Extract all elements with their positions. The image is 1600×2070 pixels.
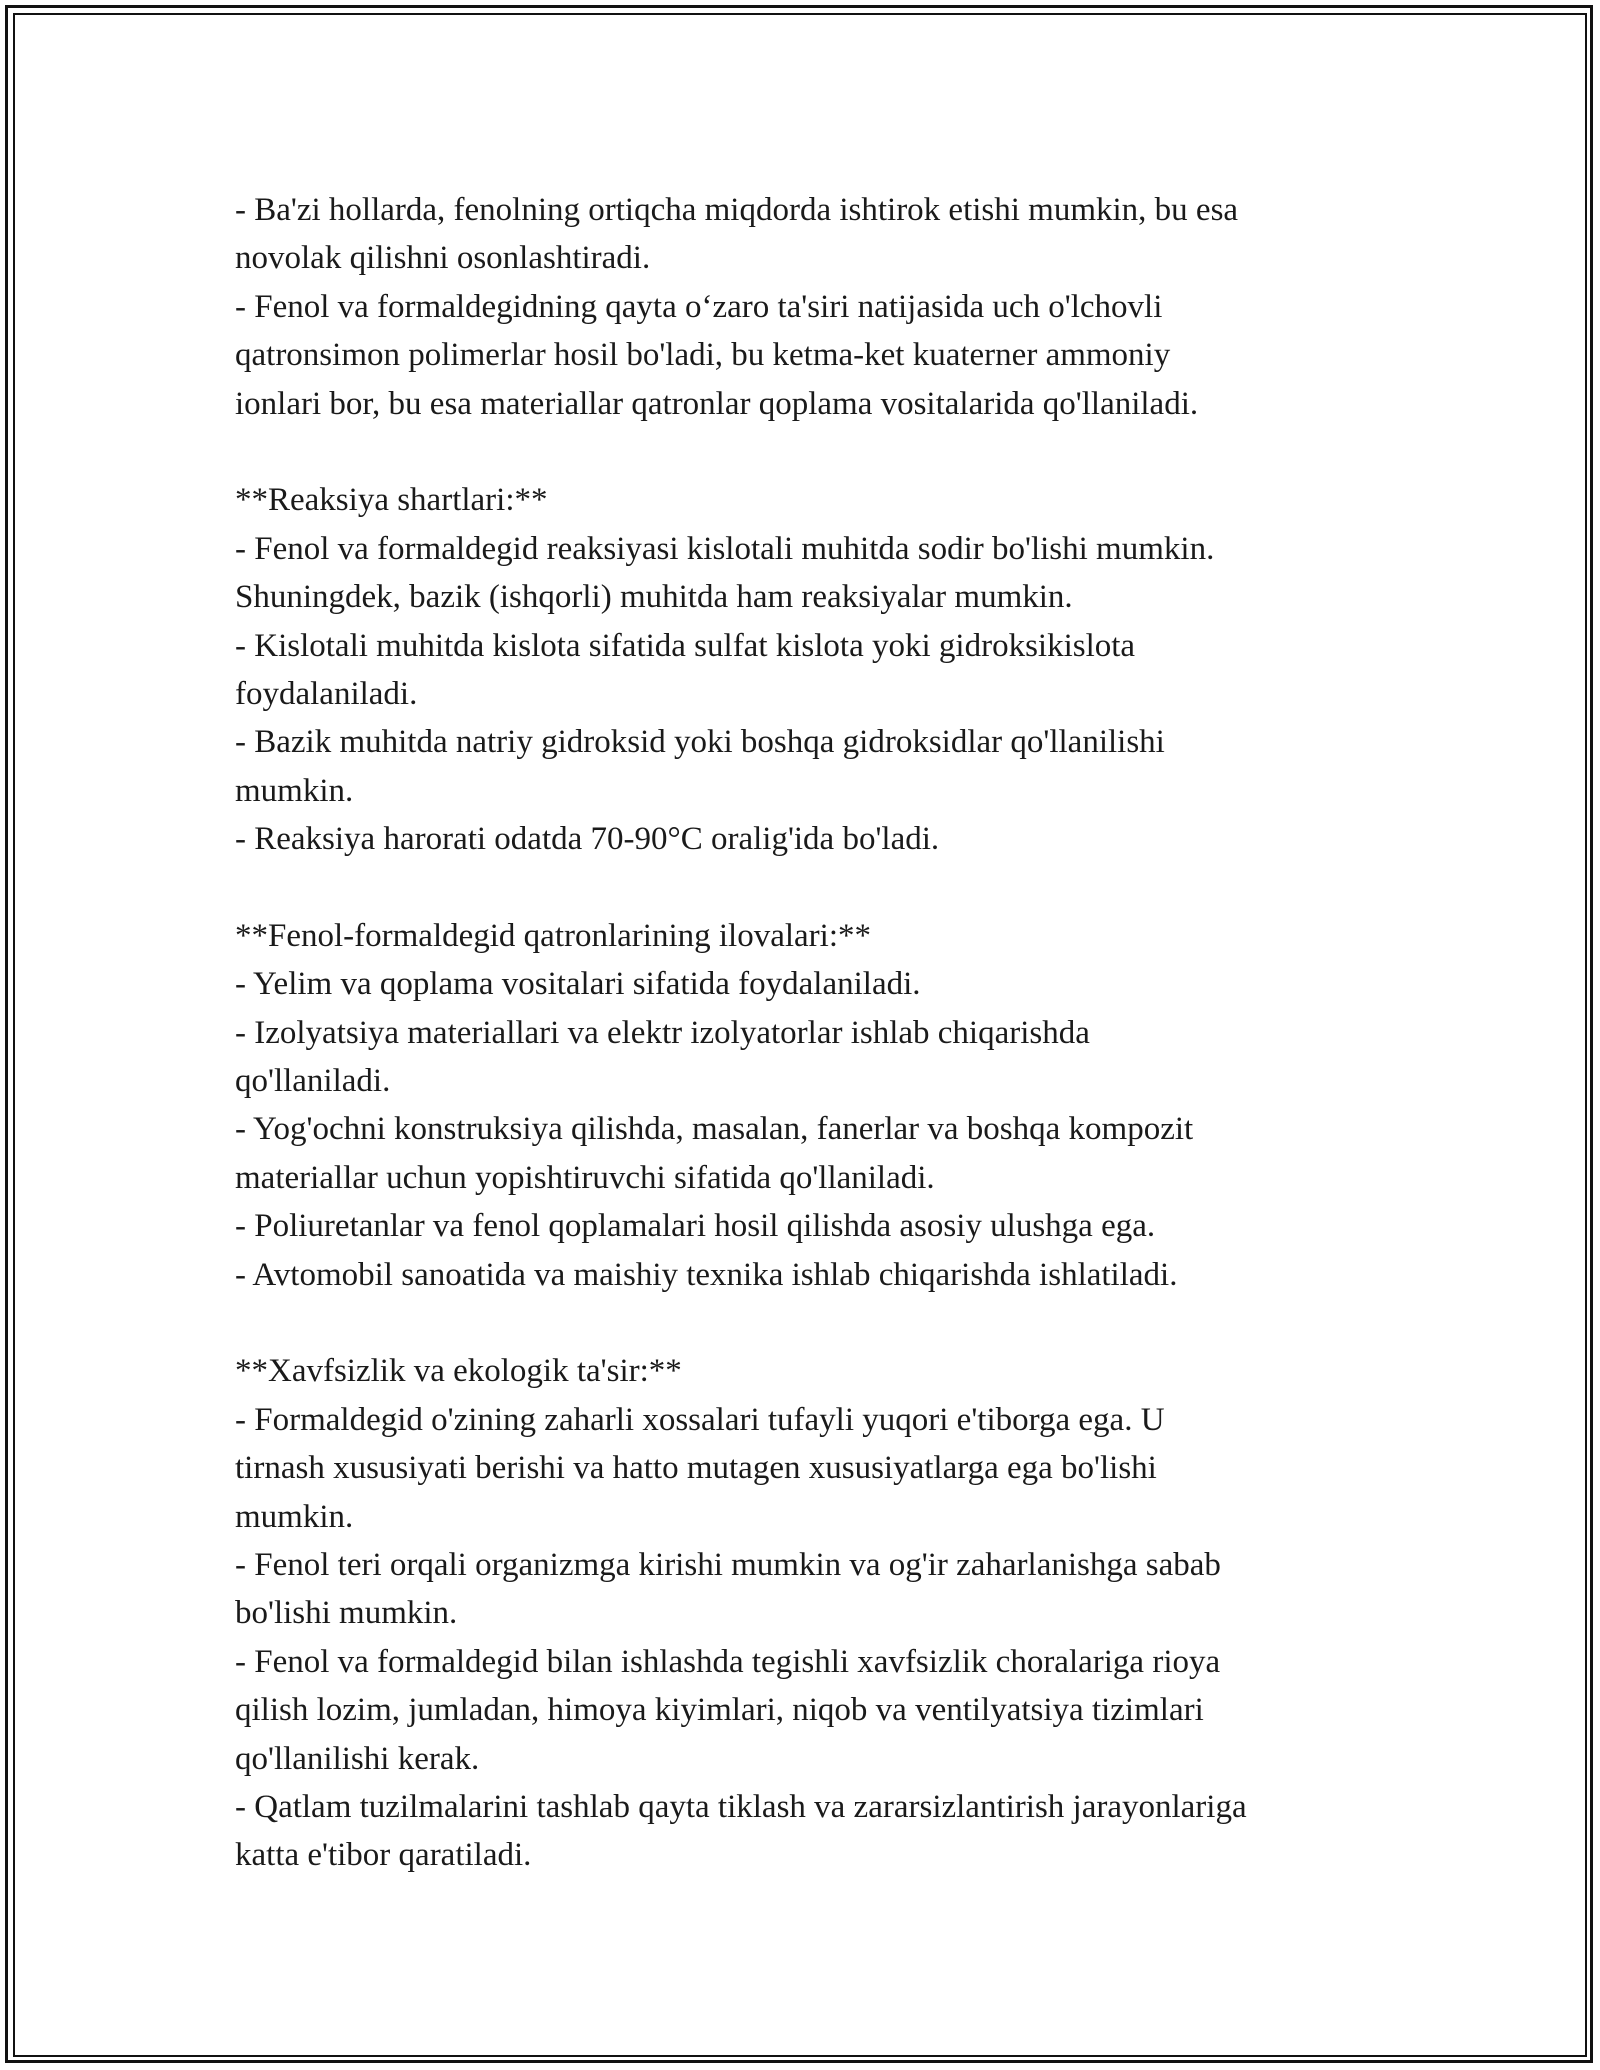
section-heading: **Fenol-formaldegid qatronlarining ilovalari:** [235,917,872,954]
text-line: materiallar uchun yopishtiruvchi sifatida qo'llaniladi. [235,1159,935,1196]
text-line: mumkin. [235,772,354,809]
paragraph-gap [235,863,1375,911]
text-line: - Fenol va formaldegid reaksiyasi kislotali muhitda sodir bo'lishi mumkin. [235,530,1215,567]
text-line: qilish lozim, jumladan, himoya kiyimlari, niqob va ventilyatsiya tizimlari [235,1692,1204,1729]
text-line: - Kislotali muhitda kislota sifatida sulfat kislota yoki gidroksikislota [235,627,1136,664]
section-reaksiya-shartlari [235,476,1375,863]
text-line: - Reaksiya harorati odatda 70-90°C oralig'ida bo'ladi. [235,821,940,858]
text-line: - Izolyatsiya materiallari va elektr izolyatorlar ishlab chiqarishda [235,1014,1090,1051]
paragraph-block-intro [235,186,1375,428]
text-line: tirnash xususiyati berishi va hatto mutagen xususiyatlarga ega bo'lishi [235,1450,1157,1487]
text-line: - Bazik muhitda natriy gidroksid yoki boshqa gidroksidlar qo'llanilishi [235,724,1165,761]
paragraph-gap [235,428,1375,476]
text-line: foydalaniladi. [235,675,418,712]
text-line: - Yelim va qoplama vositalari sifatida foydalaniladi. [235,966,921,1003]
document-body [235,186,1375,1880]
section-heading: **Reaksiya shartlari:** [235,482,548,519]
text-line: qo'llaniladi. [235,1063,391,1100]
text-line: bo'lishi mumkin. [235,1595,458,1632]
paragraph-gap [235,1299,1375,1347]
text-line: qatronsimon polimerlar hosil bo'ladi, bu ketma-ket kuaterner ammoniy [235,337,1171,374]
section-heading: **Xavfsizlik va ekologik ta'sir:** [235,1353,682,1390]
text-line: katta e'tibor qaratiladi. [235,1837,532,1874]
text-line: - Avtomobil sanoatida va maishiy texnika ishlab chiqarishda ishlatiladi. [235,1256,1178,1293]
text-line: - Fenol teri orqali organizmga kirishi mumkin va og'ir zaharlanishga sabab [235,1546,1221,1583]
text-line: novolak qilishni osonlashtiradi. [235,240,651,277]
section-ilovalar [235,912,1375,1299]
text-line: - Qatlam tuzilmalarini tashlab qayta tiklash va zararsizlantirish jarayonlariga [235,1788,1247,1825]
text-line: - Ba'zi hollarda, fenolning ortiqcha miqdorda ishtirok etishi mumkin, bu esa [235,192,1239,228]
text-line: - Yog'ochni konstruksiya qilishda, masalan, fanerlar va boshqa kompozit [235,1111,1194,1148]
section-xavfsizlik [235,1347,1375,1879]
text-line: - Poliuretanlar va fenol qoplamalari hosil qilishda asosiy ulushga ega. [235,1208,1156,1245]
text-line: - Fenol va formaldegidning qayta o‘zaro ta'siri natijasida uch o'lchovli [235,288,1163,325]
text-line: qo'llanilishi kerak. [235,1740,480,1777]
text-line: - Formaldegid o'zining zaharli xossalari tufayli yuqori e'tiborga ega. U [235,1401,1165,1438]
text-line: ionlari bor, bu esa materiallar qatronlar qoplama vositalarida qo'llaniladi. [235,385,1199,422]
text-line: mumkin. [235,1498,354,1535]
text-line: - Fenol va formaldegid bilan ishlashda tegishli xavfsizlik choralariga rioya [235,1643,1221,1680]
text-line: Shuningdek, bazik (ishqorli) muhitda ham reaksiyalar mumkin. [235,579,1073,616]
